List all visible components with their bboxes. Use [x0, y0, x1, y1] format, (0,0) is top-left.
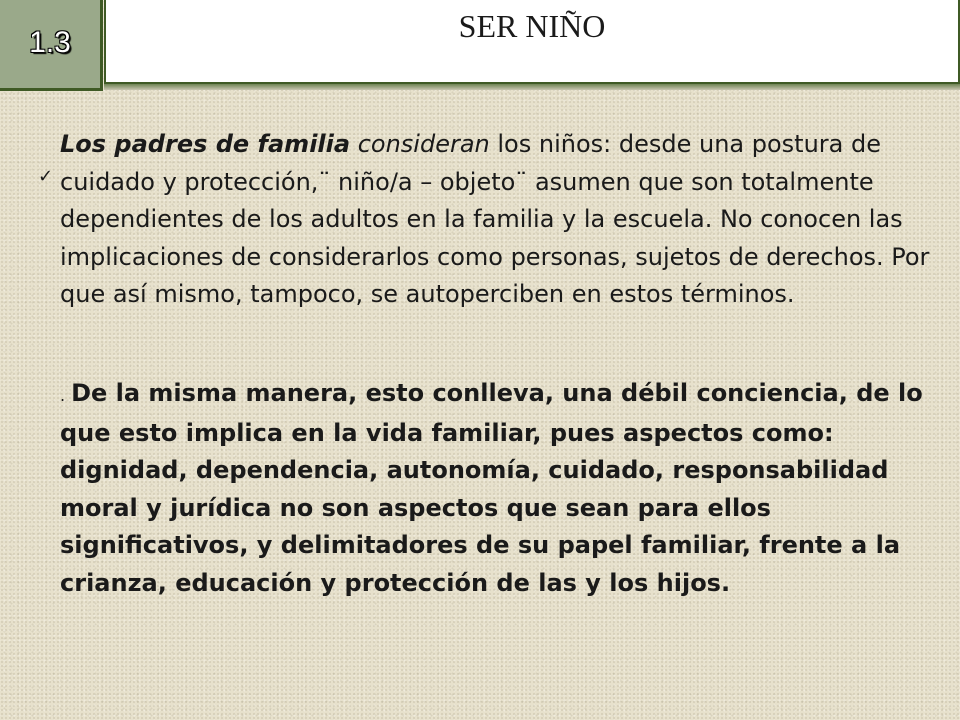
paragraph-2-body: De la misma manera, esto conlleva, una débil conciencia, de lo que esto implica en la vida familiar, pues aspectos como: dignidad, dependencia, autonomía, cuidado, responsabilidad moral y jurídica no son aspectos que sean para ellos significativos, y delimitadores de su papel familiar, frente a la crianza, educación y protección de las y los hijos.: [60, 379, 923, 597]
paragraph-1-subject: Los padres de familia: [60, 130, 351, 158]
paragraph-2: [60, 375, 940, 602]
title-box: [104, 0, 960, 84]
title-shadow: [104, 84, 960, 90]
check-icon: ✓: [38, 166, 54, 187]
slide-number-box: [0, 0, 103, 91]
slide-title: SER NIÑO: [458, 8, 606, 44]
slide-number: 1.3: [29, 26, 71, 59]
paragraph-2-prefix: .: [60, 386, 66, 405]
paragraph-1-verb: consideran: [357, 130, 490, 158]
paragraph-1: [60, 126, 940, 314]
paragraph-1-body: los niños: desde una postura de cuidado y protección,¨ niño/a – objeto¨ asumen que son totalmente dependientes de los adultos en la familia y la escuela. No conocen las implicaciones de considerarlos como personas, sujetos de derechos. Por que así mismo, tampoco, se autoperciben en estos términos.: [60, 130, 930, 308]
